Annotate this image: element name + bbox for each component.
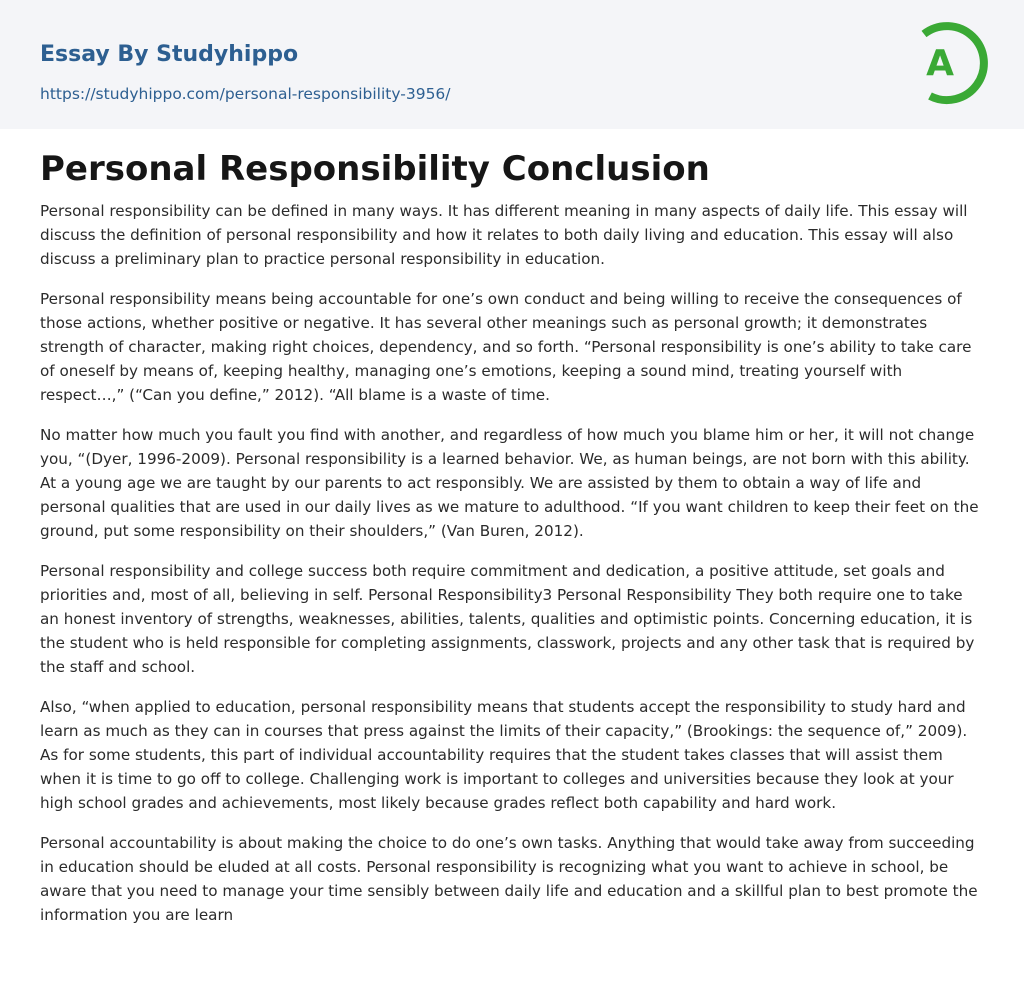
studyhippo-logo-icon[interactable] (910, 18, 988, 106)
page-header (0, 0, 1024, 129)
paragraph: Also, “when applied to education, personal responsibility means that students accept the responsibility to study hard and learn as much as they can in courses that press against the limits of their capacity,” (Brookings: the sequence of,” 2009). As for some students, this part of individual accountability requires that the student takes classes that will assist them when it is time to go off to college. Challenging work is important to colleges and universities because they look at your high school grades and achievements, most likely because grades reflect both capability and hard work. (40, 698, 968, 812)
logo-letter: A (926, 43, 954, 84)
site-brand[interactable]: Essay By Studyhippo (40, 42, 299, 67)
paragraph: Personal responsibility means being accountable for one’s own conduct and being willing to receive the consequences of those actions, whether positive or negative. It has several other meanings such as personal growth; it demonstrates strength of character, making right choices, dependency, and so forth. “Personal responsibility is one’s ability to take care of oneself by means of, keeping healthy, managing one’s emotions, keeping a sound mind, treating yourself with respect…,” (“Can you define,” 2012). “All blame is a waste of time. (40, 290, 972, 404)
paragraph: Personal responsibility can be defined in many ways. It has different meaning in many aspects of daily life. This essay will discuss the definition of personal responsibility and how it relates to both daily living and education. This essay will also discuss a preliminary plan to practice personal responsibility in education. (40, 202, 968, 268)
essay-url-link[interactable]: https://studyhippo.com/personal-responsibility-3956/ (40, 85, 451, 103)
paragraph: Personal responsibility and college success both require commitment and dedication, a positive attitude, set goals and priorities and, most of all, believing in self. Personal Responsibility3 Personal Responsibility They both require one to take an honest inventory of strengths, weaknesses, abilities, talents, qualities and optimistic points. Concerning education, it is the student who is held responsible for completing assignments, classwork, projects and any other task that is required by the staff and school. (40, 562, 975, 676)
paragraph: No matter how much you fault you find with another, and regardless of how much you blame him or her, it will not change you, “(Dyer, 1996-2009). Personal responsibility is a learned behavior. We, as human beings, are not born with this ability. At a young age we are taught by our parents to act responsibly. We are assisted by them to obtain a way of life and personal qualities that are used in our daily lives as we mature to adulthood. “If you want children to keep their feet on the ground, put some responsibility on their shoulders,” (Van Buren, 2012). (40, 426, 979, 540)
page-title: Personal Responsibility Conclusion (40, 149, 710, 189)
article (0, 147, 1024, 927)
paragraph: Personal accountability is about making the choice to do one’s own tasks. Anything that would take away from succeeding in education should be eluded at all costs. Personal responsibility is recognizing what you want to achieve in school, be aware that you need to manage your time sensibly between daily life and education and a skillful plan to best promote the information you are learn (40, 834, 978, 924)
